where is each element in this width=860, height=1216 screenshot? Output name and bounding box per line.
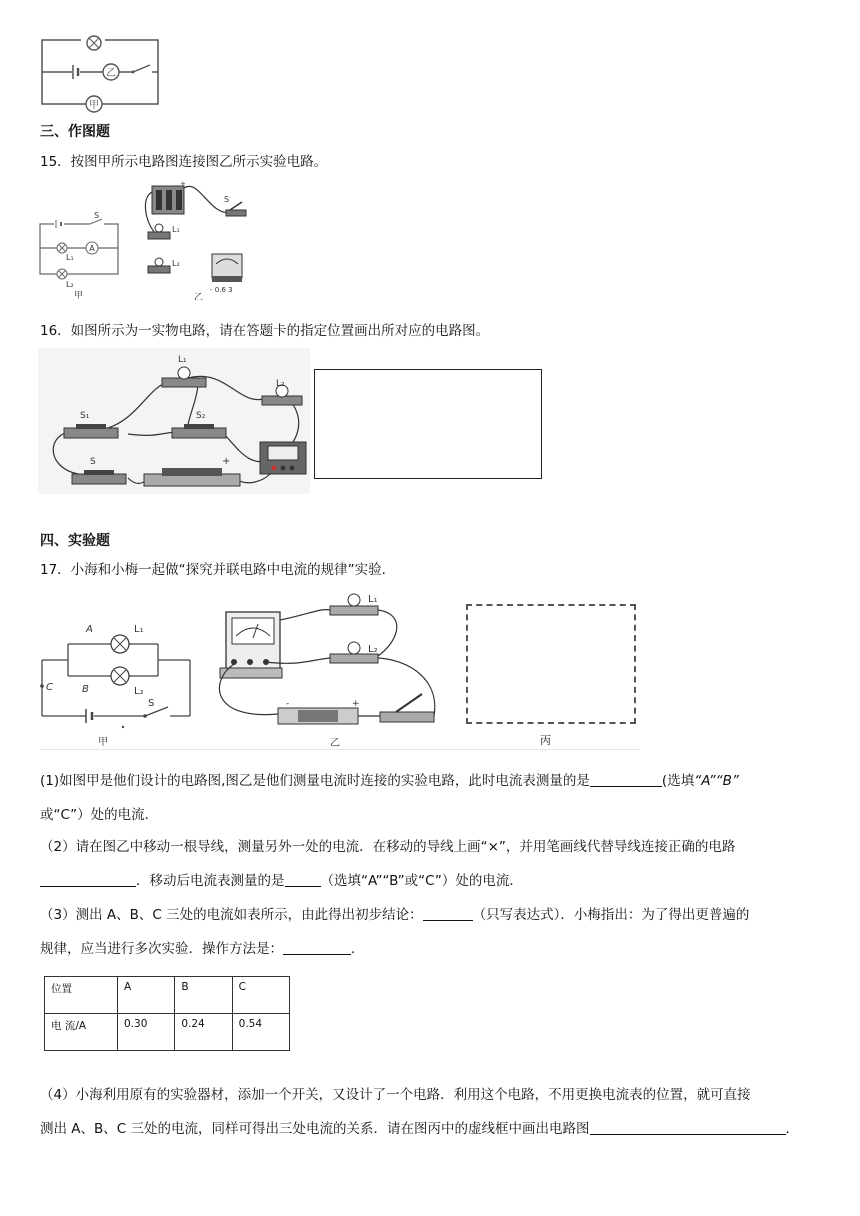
q15-jia-a: A [89, 244, 95, 253]
q15-jia-l1: L₁ [66, 253, 74, 262]
q17-yi-plus: + [352, 699, 360, 709]
q15-text: 15．按图甲所示电路图连接图乙所示实验电路。 [40, 154, 328, 170]
q16-s1: S₁ [80, 411, 90, 421]
q17-part4 [40, 1078, 830, 1146]
section-3-title: 三、作图题 [40, 124, 110, 140]
table-cell: 电 流/A [45, 1014, 118, 1051]
q17-part1 [40, 764, 830, 832]
q15-physical-yi [140, 178, 260, 300]
q15-yi-label: 乙 [194, 293, 204, 300]
q17-p4-end: ． [785, 1121, 800, 1137]
q15-yi-l1: L₁ [172, 225, 180, 234]
q17-jia-label: 甲 [98, 737, 108, 748]
q17-p4-b: 测出 A、B、C 三处的电流，同样可得出三处电流的关系．请在图丙中的虚线框中画出电路图 [40, 1121, 590, 1137]
q17-p2-b: ．移动后电流表测量的是 [136, 873, 285, 889]
q15-jia-label: 甲 [74, 291, 84, 300]
q17-jia-c: C [46, 682, 53, 693]
table-cell: 0.54 [232, 1014, 289, 1051]
q17-p3-end: ． [351, 941, 365, 957]
q17-yi-l1: L₁ [368, 594, 378, 605]
q17-p4-blank[interactable] [590, 1120, 786, 1135]
lamp-jia-label: 甲 [89, 100, 99, 111]
q17-p1-c: 或“C”）处的电流． [40, 807, 159, 823]
q17-part3 [40, 898, 830, 966]
q17-jia-l1: L₁ [134, 624, 144, 635]
q17-yi-l2: L₂ [368, 644, 378, 655]
q15-jia-l2: L₂ [66, 280, 74, 289]
q15-yi-s: S [224, 195, 230, 204]
q16-plus: + [222, 456, 231, 467]
q17-p2-a: （2）请在图乙中移动一根导线，测量另外一处的电流．在移动的导线上画“×”，并用笔画线代替导线连接正确的电路 [40, 839, 736, 855]
q17-p4-a: （4）小海利用原有的实验器材，添加一个开关，又设计了一个电路．利用这个电路，不用更换电流表的位置，就可直接 [40, 1087, 751, 1103]
q15-circuit-jia [36, 210, 126, 300]
q15-yi-plus: + [180, 180, 186, 188]
q17-p1-b: (选填 [661, 773, 695, 789]
table-cell: 0.24 [175, 1014, 232, 1051]
q17-circuit-jia [40, 614, 200, 750]
q17-p1-a: (1)如图甲是他们设计的电路图,图乙是他们测量电流时连接的实验电路，此时电流表测量的是 [40, 773, 590, 789]
q16-s2: S₂ [196, 411, 206, 421]
q17-p2-c: （选填“A”“B”或“C”）处的电流． [320, 873, 523, 889]
q17-p2-blank1[interactable] [40, 872, 136, 887]
q17-yi-label: 乙 [330, 738, 340, 749]
q16-l2: L₂ [276, 379, 285, 389]
q16-physical-circuit [38, 348, 310, 494]
table-cell: C [232, 977, 289, 1014]
q17-p3-blank1[interactable] [423, 906, 473, 921]
lamp-yi-label: 乙 [106, 68, 116, 79]
q17-p1-blank[interactable] [590, 772, 662, 787]
section-4-title: 四、实验题 [40, 533, 110, 549]
top-circuit-diagram [36, 34, 166, 116]
q17-jia-l2: L₂ [134, 686, 144, 697]
q17-text: 17．小海和小梅一起做“探究并联电路中电流的规律”实验． [40, 562, 396, 578]
q17-jia-b: B [82, 684, 89, 695]
table-row [45, 1014, 290, 1051]
q17-physical-yi [210, 590, 450, 750]
q17-yi-minus: - [286, 699, 290, 709]
figure-strip-divider [40, 749, 640, 750]
q16-l1: L₁ [178, 355, 187, 365]
current-data-table [44, 976, 290, 1051]
table-cell: A [118, 977, 175, 1014]
q15-jia-s: S [94, 211, 100, 220]
table-cell: 0.30 [118, 1014, 175, 1051]
table-header-row [45, 977, 290, 1014]
q17-p3-blank2[interactable] [283, 940, 351, 955]
q17-p1-opts: “A”“B” [694, 773, 739, 789]
q16-text: 16．如图所示为一实物电路，请在答题卡的指定位置画出所对应的电路图。 [40, 323, 490, 339]
q17-p2-blank2[interactable] [285, 872, 321, 887]
q17-p3-b: （只写表达式）．小梅指出：为了得出更普遍的 [472, 907, 750, 923]
q17-jia-a: A [86, 624, 93, 635]
q17-jia-s: S [148, 698, 155, 709]
q16-s: S [90, 457, 96, 467]
q17-part2 [40, 830, 830, 898]
q17-p3-c: 规律，应当进行多次实验．操作方法是： [40, 941, 283, 957]
q17-bing-dashed-box[interactable] [466, 604, 636, 724]
q15-yi-l2: L₂ [172, 259, 180, 268]
q15-yi-meter-scale: - 0.6 3 [210, 286, 233, 294]
table-cell: B [175, 977, 232, 1014]
q17-bing-label: 丙 [540, 734, 551, 747]
q16-answer-box[interactable] [314, 369, 542, 479]
table-cell: 位置 [45, 977, 118, 1014]
q17-p3-a: （3）测出 A、B、C 三处的电流如表所示，由此得出初步结论： [40, 907, 423, 923]
